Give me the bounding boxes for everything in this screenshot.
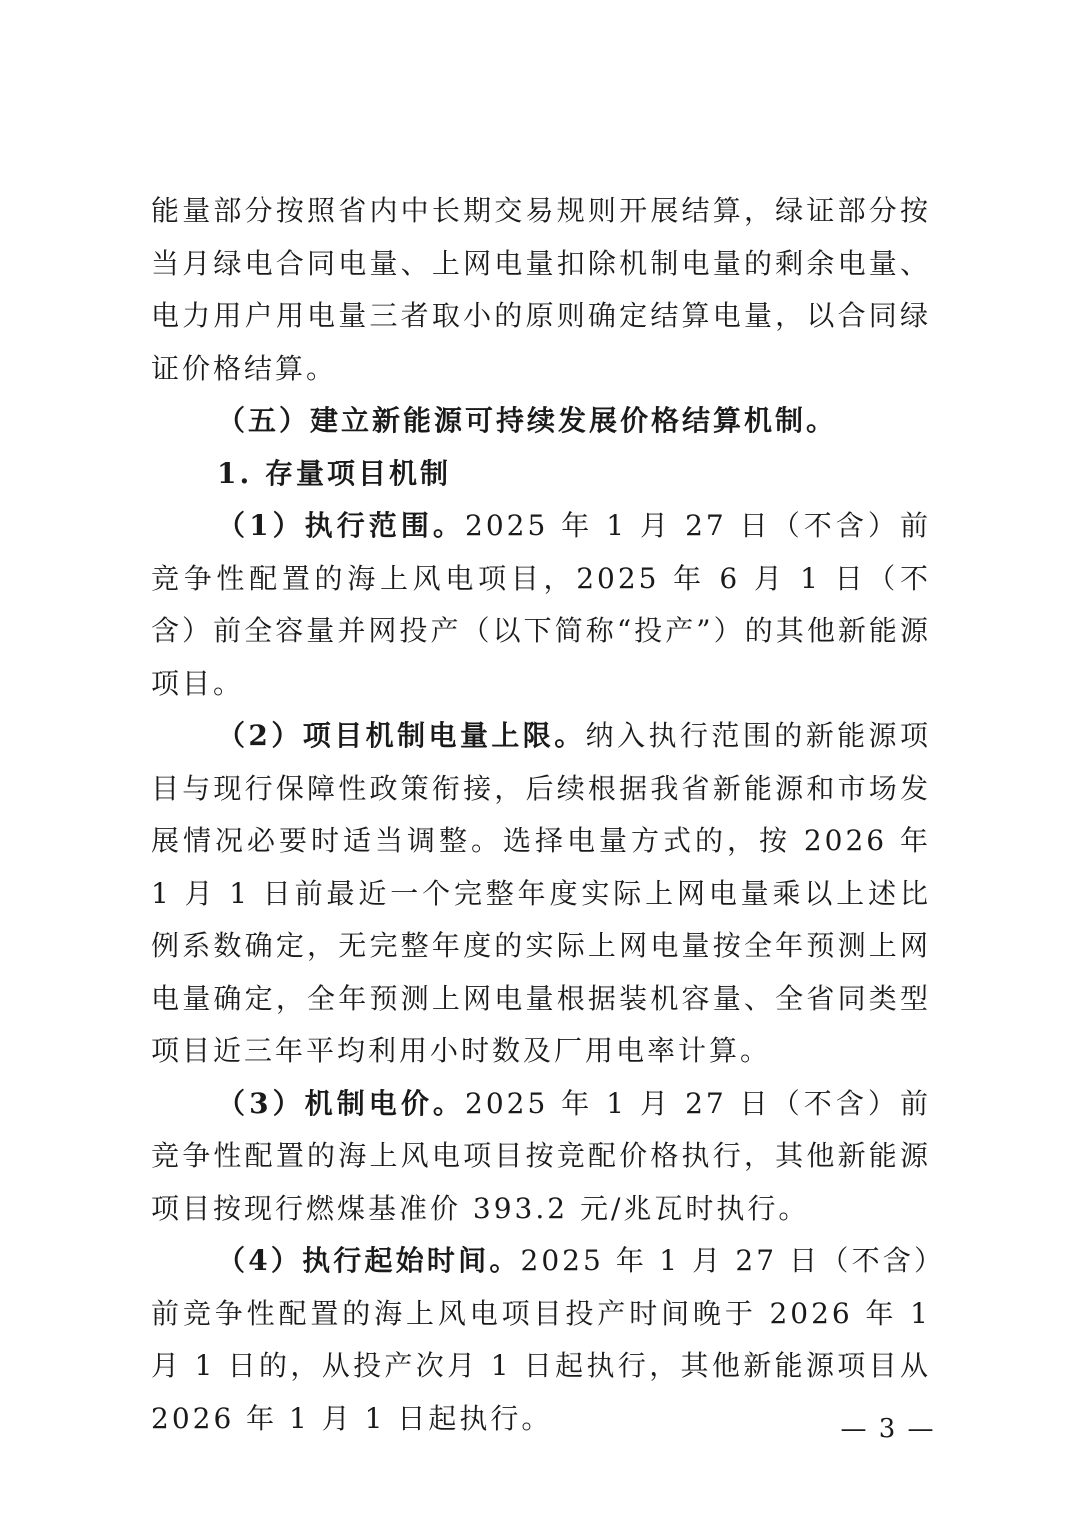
paragraph-scope — [151, 500, 931, 710]
subsection-heading-existing-projects — [151, 448, 931, 501]
paragraph-start-time — [151, 1235, 931, 1445]
paragraph-text: 纳入执行范围的新能源项目与现行保障性政策衔接，后续根据我省新能源和市场发展情况必要时适当调整。选择电量方式的，按 2026 年 1 月 1 日前最近一个完整年度实际上网电量乘以上述比例系数确定，无完整年度的实际上网电量按全年预测上网电量确定，全年预测上网电量根据装机容量、全省同类型项目近三年平均利用小时数及厂用电率计算。 — [151, 719, 931, 1067]
page-number: — 3 — — [840, 1414, 936, 1444]
paragraph-lead: （2）项目机制电量上限。 — [217, 719, 586, 752]
paragraph-lead: （3）机制电价。 — [217, 1086, 466, 1120]
subsection-heading-text: 1. 存量项目机制 — [217, 456, 451, 490]
section-heading-text: （五）建立新能源可持续发展价格结算机制。 — [217, 404, 838, 437]
paragraph-quantity-cap — [151, 710, 931, 1078]
paragraph-text: 2025 年 1 月 27 日（不含）前竞争性配置的海上风电项目按竞配价格执行，其他新能源项目按现行燃煤基准价 393.2 元/兆瓦时执行。 — [151, 1086, 931, 1225]
paragraph-text: 2025 年 1 月 27 日（不含）前竞争性配置的海上风电项目投产时间晚于 2026 年 1 月 1 日的，从投产次月 1 日起执行，其他新能源项目从 2026 年 1 月 1 日起执行。 — [151, 1244, 931, 1435]
paragraph-lead: （1）执行范围。 — [217, 509, 466, 542]
paragraph-lead: （4）执行起始时间。 — [217, 1244, 521, 1277]
section-heading-five — [151, 395, 931, 448]
paragraph-settlement-continued — [151, 185, 931, 395]
paragraph-text: 2025 年 1 月 27 日（不含）前竞争性配置的海上风电项目，2025 年 6 月 1 日（不含）前全容量并网投产（以下简称“投产”）的其他新能源项目。 — [151, 509, 931, 700]
paragraph-mechanism-price — [151, 1078, 931, 1236]
document-body — [151, 185, 931, 1445]
paragraph-text: 能量部分按照省内中长期交易规则开展结算，绿证部分按当月绿电合同电量、上网电量扣除机制电量的剩余电量、电力用户用电量三者取小的原则确定结算电量，以合同绿证价格结算。 — [151, 194, 931, 385]
